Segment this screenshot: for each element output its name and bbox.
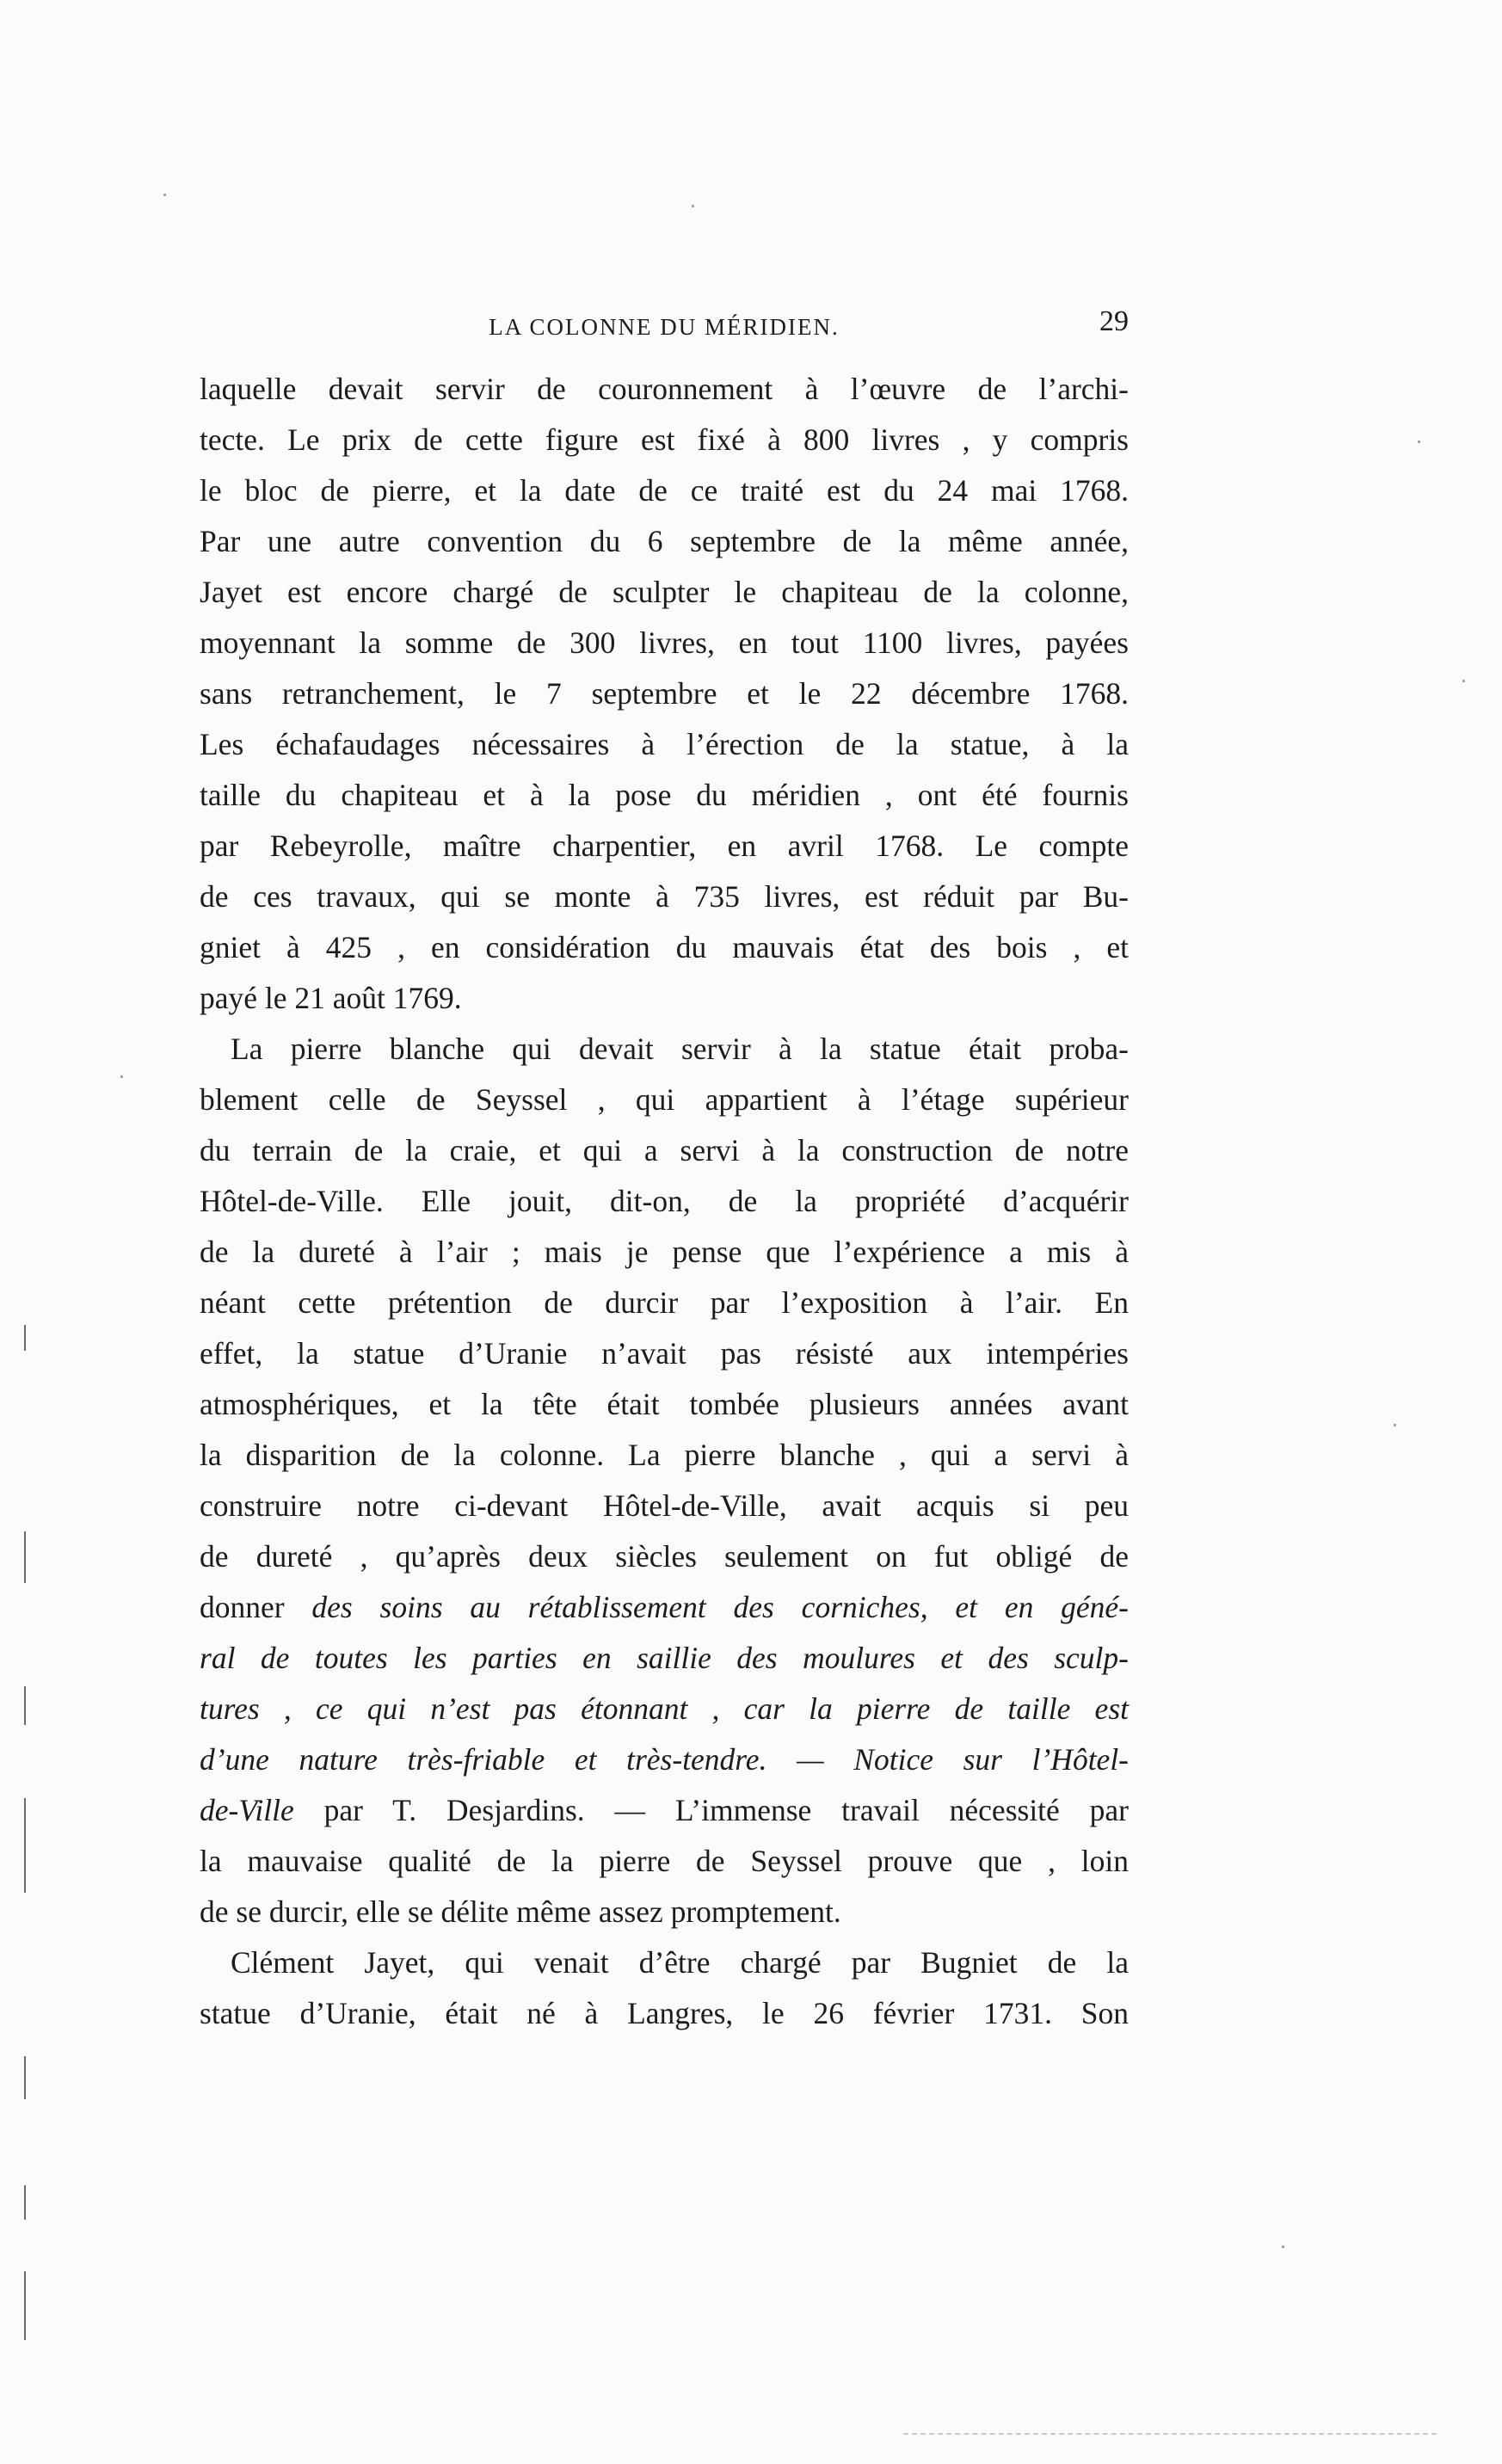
paragraph-2 <box>200 1024 1129 1937</box>
text-line: Les échafaudages nécessaires à l’érection de la statue, à la <box>200 727 1129 761</box>
text-line: la mauvaise qualité de la pierre de Seyssel prouve que , loin <box>200 1844 1129 1878</box>
scan-edge-mark <box>24 1686 26 1725</box>
text-line: Hôtel-de-Ville. Elle jouit, dit-on, de la propriété d’acquérir <box>200 1184 1129 1218</box>
quoted-italic-text: d’une nature très-friable et très-tendre. — Notice sur l’Hôtel- <box>200 1742 1129 1777</box>
page-number: 29 <box>1099 305 1129 337</box>
running-head <box>200 305 1129 357</box>
text-line: La pierre blanche qui devait servir à la statue était proba- <box>231 1032 1129 1066</box>
scan-edge-mark <box>24 1798 26 1893</box>
text-line: Clément Jayet, qui venait d’être chargé par Bugniet de la <box>231 1945 1129 1980</box>
text-line: statue d’Uranie, était né à Langres, le 26 février 1731. Son <box>200 1996 1129 2030</box>
text-line <box>200 1633 1129 1684</box>
text-line: moyennant la somme de 300 livres, en tout 1100 livres, payées <box>200 625 1129 660</box>
text-line: blement celle de Seyssel , qui appartient à l’étage supérieur <box>200 1082 1129 1117</box>
quoted-italic-text: tures , ce qui n’est pas étonnant , car la pierre de taille est <box>200 1691 1129 1726</box>
text-line: de la dureté à l’air ; mais je pense que l’expérience a mis à <box>200 1235 1129 1269</box>
running-title: LA COLONNE DU MÉRIDIEN. <box>489 314 840 340</box>
scan-speck <box>163 194 166 196</box>
quoted-italic-text: des soins au rétablissement des corniches, et en géné- <box>311 1590 1129 1624</box>
text-line: du terrain de la craie, et qui a servi à la construction de notre <box>200 1133 1129 1167</box>
text-line: sans retranchement, le 7 septembre et le 22 décembre 1768. <box>200 676 1129 711</box>
text-line: taille du chapiteau et à la pose du méridien , ont été fournis <box>200 778 1129 812</box>
text-line: le bloc de pierre, et la date de ce traité est du 24 mai 1768. <box>200 473 1129 508</box>
scan-speck <box>120 1075 123 1078</box>
text-line <box>200 1734 1129 1785</box>
text-line: atmosphériques, et la tête était tombée plusieurs années avant <box>200 1387 1129 1421</box>
scan-speck <box>1394 1424 1396 1426</box>
scan-edge-mark <box>24 2271 26 2340</box>
text-line: payé le 21 août 1769. <box>200 981 462 1015</box>
text-line <box>200 1582 1129 1633</box>
text-line: de ces travaux, qui se monte à 735 livres, est réduit par Bu- <box>200 879 1129 914</box>
scan-edge-mark <box>24 1531 26 1583</box>
scan-speck <box>1462 680 1465 682</box>
paragraph-1 <box>200 364 1129 1024</box>
scan-speck <box>692 205 694 207</box>
text-line: laquelle devait servir de couronnement à l’œuvre de l’archi- <box>200 372 1129 406</box>
book-page <box>200 305 1129 2039</box>
paragraph-3 <box>200 1937 1129 2039</box>
text-line <box>200 1684 1129 1734</box>
text-line: effet, la statue d’Uranie n’avait pas résisté aux intempéries <box>200 1336 1129 1371</box>
text-line: par Rebeyrolle, maître charpentier, en avril 1768. Le compte <box>200 829 1129 863</box>
scan-edge-mark <box>24 2056 26 2099</box>
text-line: tecte. Le prix de cette figure est fixé à 800 livres , y compris <box>200 422 1129 457</box>
text-line: néant cette prétention de durcir par l’exposition à l’air. En <box>200 1285 1129 1320</box>
text-run: donner <box>200 1590 312 1624</box>
scan-edge-mark <box>24 2185 26 2220</box>
scan-speck <box>1418 440 1420 443</box>
scan-edge-mark <box>24 1325 26 1351</box>
text-line: la disparition de la colonne. La pierre blanche , qui a servi à <box>200 1438 1129 1472</box>
text-line: de se durcir, elle se délite même assez promptement. <box>200 1894 841 1929</box>
text-line: Par une autre convention du 6 septembre de la même année, <box>200 524 1129 558</box>
quoted-italic-text: ral de toutes les parties en saillie des moulures et des sculp- <box>200 1641 1129 1675</box>
text-run: par T. Desjardins. — L’immense travail nécessité par <box>293 1793 1129 1827</box>
text-line: construire notre ci-devant Hôtel-de-Ville, avait acquis si peu <box>200 1488 1129 1523</box>
text-line: gniet à 425 , en considération du mauvais état des bois , et <box>200 930 1129 964</box>
text-line <box>200 1785 1129 1836</box>
text-line: Jayet est encore chargé de sculpter le chapiteau de la colonne, <box>200 575 1129 609</box>
scan-bottom-rule <box>903 2433 1437 2435</box>
quoted-italic-text: de-Ville <box>200 1793 294 1827</box>
scan-speck <box>1282 2245 1284 2248</box>
text-line: de dureté , qu’après deux siècles seulement on fut obligé de <box>200 1539 1129 1574</box>
